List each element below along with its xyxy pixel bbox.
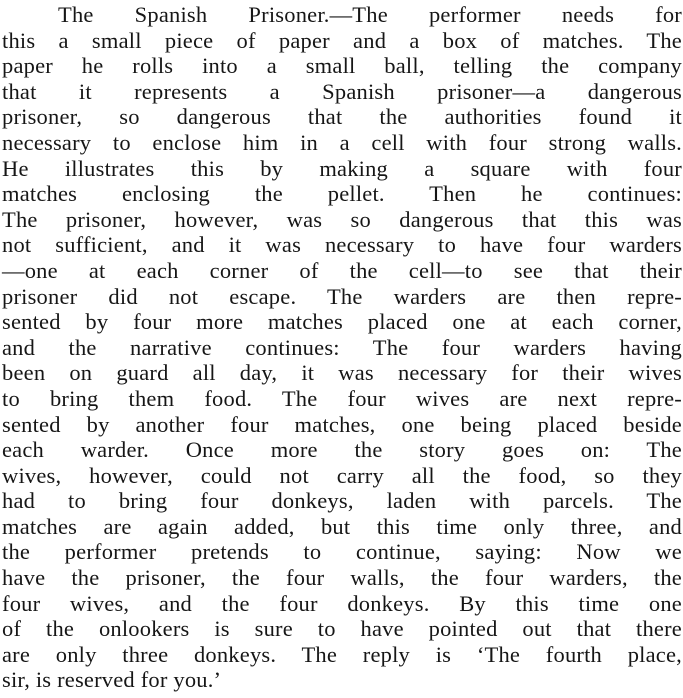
text-column [2, 2, 682, 693]
text-line: and the narrative continues: The four warders having [2, 334, 682, 360]
text-line: are only three donkeys. The reply is ‘The fourth place, [2, 641, 682, 667]
text-line: to bring them food. The four wives are next repre- [2, 385, 682, 411]
text-line: been on guard all day, it was necessary for their wives [2, 360, 682, 386]
text-line: sented by another four matches, one being placed beside [2, 411, 682, 437]
text-line: —one at each corner of the cell—to see that their [2, 257, 682, 283]
text-line: The prisoner, however, was so dangerous that this was [2, 206, 682, 232]
text-line: sented by four more matches placed one at each corner, [2, 309, 682, 335]
text-line: prisoner did not escape. The warders are then repre- [2, 283, 682, 309]
text-line: each warder. Once more the story goes on: The [2, 437, 682, 463]
text-line: that it represents a Spanish prisoner—a dangerous [2, 78, 682, 104]
text-line: of the onlookers is sure to have pointed out that there [2, 616, 682, 642]
text-line: four wives, and the four donkeys. By this time one [2, 590, 682, 616]
text-line: this a small piece of paper and a box of matches. The [2, 27, 682, 53]
text-line: the performer pretends to continue, saying: Now we [2, 539, 682, 565]
text-line: necessary to enclose him in a cell with four strong walls. [2, 129, 682, 155]
text-line: paper he rolls into a small ball, telling the company [2, 53, 682, 79]
text-line: not sufficient, and it was necessary to have four warders [2, 232, 682, 258]
text-line: prisoner, so dangerous that the authorities found it [2, 104, 682, 130]
text-line: have the prisoner, the four walls, the four warders, the [2, 565, 682, 591]
text-line: matches are again added, but this time only three, and [2, 513, 682, 539]
text-line: sir, is reserved for you.’ [2, 667, 222, 693]
text-line: He illustrates this by making a square with four [2, 155, 682, 181]
text-line: matches enclosing the pellet. Then he continues: [2, 181, 682, 207]
text-line: wives, however, could not carry all the food, so they [2, 462, 682, 488]
text-line: had to bring four donkeys, laden with parcels. The [2, 488, 682, 514]
text-line: The Spanish Prisoner.—The performer needs for [58, 2, 682, 27]
